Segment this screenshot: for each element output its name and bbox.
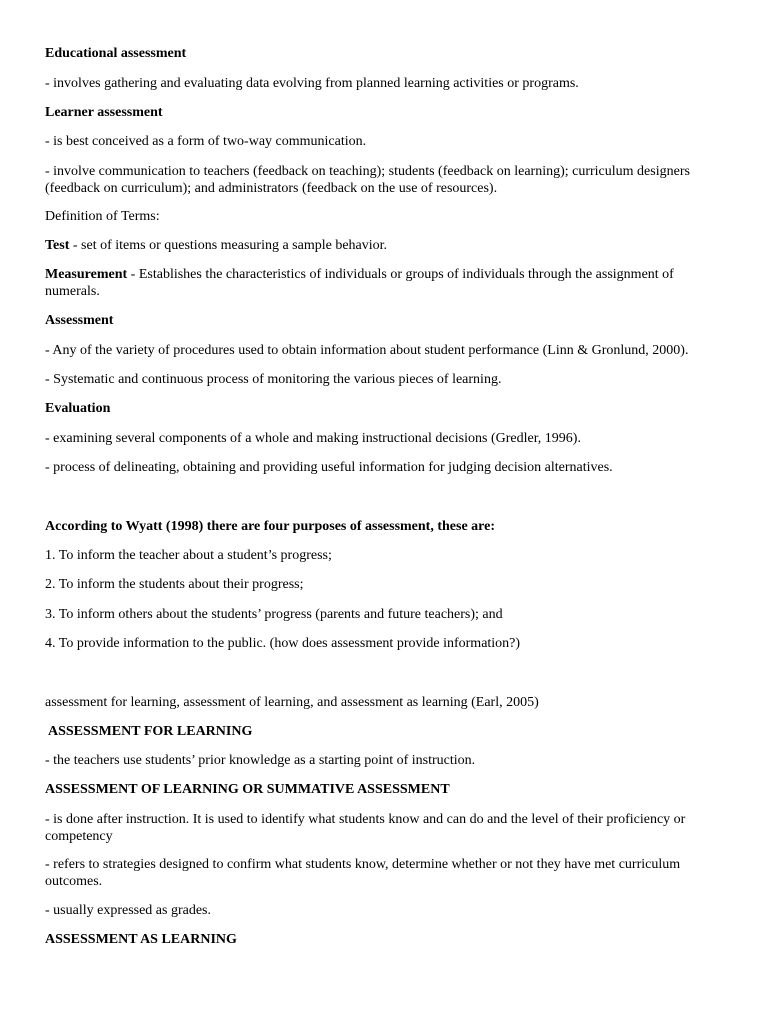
paragraph-assessment-for-learning: - the teachers use students’ prior knowledge as a starting point of instruction. [45,753,476,768]
heading-assessment: Assessment [45,313,114,328]
heading-assessment-as-learning: ASSESSMENT AS LEARNING [45,932,237,947]
heading-assessment-of-learning: ASSESSMENT OF LEARNING OR SUMMATIVE ASSESSMENT [45,782,450,797]
paragraph-evaluation-2: - process of delineating, obtaining and providing useful information for judging decision alternatives. [45,460,613,475]
term-test: Test [45,238,70,253]
list-item-purpose-4: 4. To provide information to the public. (how does assessment provide information?) [45,636,521,651]
list-item-purpose-2: 2. To inform the students about their progress; [45,577,304,592]
heading-learner-assessment: Learner assessment [45,105,163,120]
paragraph-educational-assessment: - involves gathering and evaluating data evolving from planned learning activities or programs. [45,76,579,91]
definition-test [45,238,695,255]
term-measurement-definition: - Establishes the characteristics of individuals or groups of individuals through the assignment of numerals. [45,267,674,299]
paragraph-earl: assessment for learning, assessment of learning, and assessment as learning (Earl, 2005) [45,695,539,710]
list-item-purpose-3: 3. To inform others about the students’ progress (parents and future teachers); and [45,607,503,622]
term-measurement: Measurement [45,267,128,282]
list-item-purpose-1: 1. To inform the teacher about a student’s progress; [45,548,332,563]
heading-educational-assessment: Educational assessment [45,46,187,61]
paragraph-assessment-2: - Systematic and continuous process of monitoring the various pieces of learning. [45,372,502,387]
heading-assessment-for-learning: ASSESSMENT FOR LEARNING [48,724,253,739]
heading-wyatt-purposes: According to Wyatt (1998) there are four purposes of assessment, these are: [45,519,496,534]
paragraph-assessment-of-learning-2: - refers to strategies designed to confirm what students know, determine whether or not they have met curriculum outcomes. [45,857,681,889]
definition-of-terms-label: Definition of Terms: [45,209,160,224]
term-test-definition: - set of items or questions measuring a sample behavior. [69,238,388,253]
definition-measurement [45,267,695,300]
paragraph-assessment-1: - Any of the variety of procedures used to obtain information about student performance (Linn & Gronlund, 2000). [45,343,689,358]
paragraph-assessment-of-learning-3: - usually expressed as grades. [45,903,212,918]
paragraph-evaluation-1: - examining several components of a whole and making instructional decisions (Gredler, 1996). [45,431,581,446]
paragraph-learner-assessment-2: - involve communication to teachers (feedback on teaching); students (feedback on learning); curriculum designers (feedback on curriculum); and administrators (feedback on the use of resources). [45,164,690,196]
heading-evaluation: Evaluation [45,401,111,416]
paragraph-assessment-of-learning-1: - is done after instruction. It is used to identify what students know and can do and the level of their proficiency or competency [45,812,686,844]
paragraph-learner-assessment-1: - is best conceived as a form of two-way communication. [45,134,367,149]
